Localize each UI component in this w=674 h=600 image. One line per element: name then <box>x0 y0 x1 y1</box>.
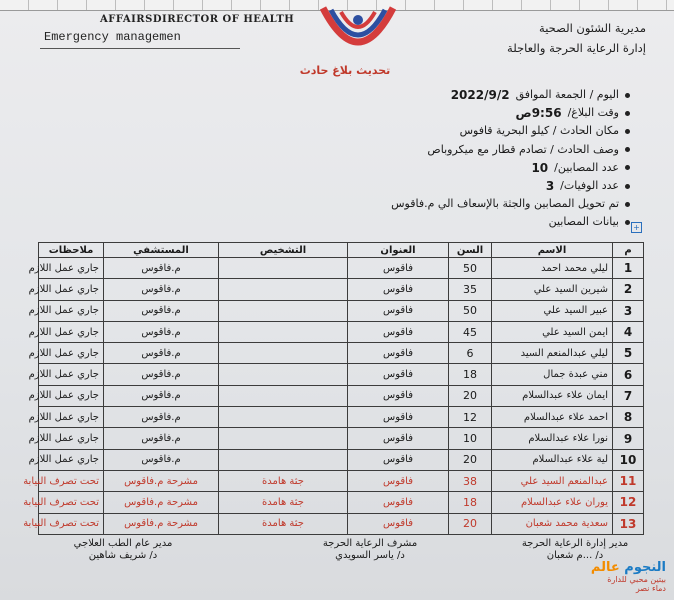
row-number: 9 <box>613 428 644 449</box>
patient-diagnosis <box>219 385 348 406</box>
detail-line <box>391 213 630 231</box>
detail-line <box>391 159 630 177</box>
detail-value: 10 <box>531 160 549 175</box>
patient-name: ايمن السيد علي <box>492 321 613 342</box>
patient-notes: جاري عمل اللازم <box>39 343 104 364</box>
patient-hospital: م.فاقوس <box>104 428 219 449</box>
patient-diagnosis <box>219 321 348 342</box>
detail-label: تم تحويل المصابين والجثة بالإسعاف الي م.فاقوس <box>391 197 619 211</box>
bullet-icon <box>625 111 630 116</box>
signature-supervisor <box>300 538 440 562</box>
detail-line <box>391 177 630 195</box>
table-header-row <box>39 243 644 258</box>
patient-diagnosis <box>219 449 348 470</box>
patient-name: ليلي عبدالمنعم السيد <box>492 343 613 364</box>
patient-address: فاقوس <box>348 492 449 513</box>
patient-diagnosis: جثة هامدة <box>219 470 348 491</box>
patient-name: يوران علاء عبدالسلام <box>492 492 613 513</box>
patient-hospital: مشرحة م.فاقوس <box>104 513 219 534</box>
signature-department-director <box>500 538 650 562</box>
patient-age: 50 <box>449 300 492 321</box>
incident-details <box>391 86 630 232</box>
table-row <box>39 513 644 534</box>
table-row <box>39 343 644 364</box>
table-row <box>39 258 644 279</box>
patient-hospital: مشرحة م.فاقوس <box>104 470 219 491</box>
patient-address: فاقوس <box>348 513 449 534</box>
row-number: 1 <box>613 258 644 279</box>
signature-general-director <box>48 538 198 562</box>
patient-notes: جاري عمل اللازم <box>39 428 104 449</box>
col-header-address: العنوان <box>348 243 449 258</box>
detail-label: اليوم / الجمعة الموافق <box>515 88 619 101</box>
detail-line <box>391 104 630 122</box>
row-number: 11 <box>613 470 644 491</box>
col-header-age: السن <box>449 243 492 258</box>
patient-age: 20 <box>449 449 492 470</box>
table-row <box>39 364 644 385</box>
patient-hospital: مشرحة م.فاقوس <box>104 492 219 513</box>
patient-age: 10 <box>449 428 492 449</box>
injured-table <box>23 242 644 535</box>
patient-name: عبير السيد علي <box>492 300 613 321</box>
patient-notes: تحت تصرف النيابة <box>39 513 104 534</box>
patient-age: 38 <box>449 470 492 491</box>
col-header-diagnosis: التشخيص <box>219 243 348 258</box>
watermark-tagline-2: دماء نصر <box>635 584 666 593</box>
col-header-notes: ملاحظات <box>39 243 104 258</box>
detail-line <box>391 195 630 213</box>
patient-hospital: م.فاقوس <box>104 407 219 428</box>
detail-line <box>391 141 630 159</box>
bullet-icon <box>625 147 630 152</box>
row-number: 12 <box>613 492 644 513</box>
watermark-brand-orange: عالم <box>590 560 620 575</box>
bullet-icon <box>625 129 630 134</box>
col-header-number: م <box>613 243 644 258</box>
detail-value: 9:56ص <box>515 106 562 121</box>
patient-notes: جاري عمل اللازم <box>39 300 104 321</box>
patient-address: فاقوس <box>348 300 449 321</box>
table-row <box>39 321 644 342</box>
table-row <box>39 449 644 470</box>
patient-name: عبدالمنعم السيد علي <box>492 470 613 491</box>
table-row <box>39 300 644 321</box>
patient-notes: جاري عمل اللازم <box>39 407 104 428</box>
site-watermark <box>546 560 666 596</box>
bullet-icon <box>625 165 630 170</box>
watermark-tagline: بيتين محبي للدارة <box>607 575 666 584</box>
patient-hospital: م.فاقوس <box>104 300 219 321</box>
patient-notes: تحت تصرف النيابة <box>39 492 104 513</box>
patient-address: فاقوس <box>348 449 449 470</box>
patient-age: 20 <box>449 385 492 406</box>
detail-line <box>391 86 630 104</box>
table-move-handle-icon[interactable]: + <box>631 222 642 233</box>
patient-notes: جاري عمل اللازم <box>39 449 104 470</box>
patient-address: فاقوس <box>348 258 449 279</box>
english-unit-title: Emergency managemen <box>44 30 181 44</box>
patient-notes: جاري عمل اللازم <box>39 321 104 342</box>
table-row <box>39 470 644 491</box>
patient-address: فاقوس <box>348 343 449 364</box>
arabic-directorate: مديرية الشئون الصحية <box>539 21 646 35</box>
patient-name: سعدية محمد شعبان <box>492 513 613 534</box>
table-row <box>39 428 644 449</box>
english-directorate-title: AFFAIRSDIRECTOR OF HEALTH <box>100 14 295 25</box>
patient-hospital: م.فاقوس <box>104 279 219 300</box>
patient-address: فاقوس <box>348 385 449 406</box>
detail-value: 3 <box>545 179 555 194</box>
patient-age: 12 <box>449 407 492 428</box>
patient-hospital: م.فاقوس <box>104 258 219 279</box>
patient-address: فاقوس <box>348 428 449 449</box>
patient-age: 35 <box>449 279 492 300</box>
patient-age: 18 <box>449 492 492 513</box>
patient-name: لية علاء عبدالسلام <box>492 449 613 470</box>
table-row <box>39 407 644 428</box>
signature-title: مدير عام الطب العلاجي <box>73 538 173 549</box>
col-header-hospital: المستشفي <box>104 243 219 258</box>
patient-age: 6 <box>449 343 492 364</box>
bullet-icon <box>625 202 630 207</box>
patient-diagnosis: جثة هامدة <box>219 513 348 534</box>
patient-diagnosis <box>219 258 348 279</box>
detail-label: بيانات المصابين <box>548 215 619 229</box>
patient-notes: جاري عمل اللازم <box>39 258 104 279</box>
row-number: 2 <box>613 279 644 300</box>
patient-hospital: م.فاقوس <box>104 321 219 342</box>
row-number: 5 <box>613 343 644 364</box>
patient-name: احمد علاء عبدالسلام <box>492 407 613 428</box>
row-number: 6 <box>613 364 644 385</box>
row-number: 7 <box>613 385 644 406</box>
patient-age: 50 <box>449 258 492 279</box>
detail-label: وقت البلاغ/ <box>567 106 619 120</box>
table-row <box>39 492 644 513</box>
patient-hospital: م.فاقوس <box>104 385 219 406</box>
patient-age: 20 <box>449 513 492 534</box>
watermark-brand-blue: النجوم <box>624 560 666 575</box>
patient-notes: تحت تصرف النيابة <box>39 470 104 491</box>
patient-name: نورا علاء عبدالسلام <box>492 428 613 449</box>
patient-name: ليلي محمد احمد <box>492 258 613 279</box>
patient-diagnosis <box>219 364 348 385</box>
signature-title: مشرف الرعاية الحرجة <box>322 538 418 549</box>
detail-label: مكان الحادث / كيلو البحرية قافوس <box>459 124 619 138</box>
row-number: 13 <box>613 513 644 534</box>
bullet-icon <box>625 184 630 189</box>
patient-name: مني عبدة جمال <box>492 364 613 385</box>
detail-label: عدد المصابين/ <box>554 160 619 174</box>
signature-name: د/ شريف شاهين <box>88 550 158 561</box>
detail-line <box>391 122 630 140</box>
row-number: 4 <box>613 321 644 342</box>
patient-age: 18 <box>449 364 492 385</box>
patient-diagnosis: جثة هامدة <box>219 492 348 513</box>
patient-address: فاقوس <box>348 364 449 385</box>
table-row <box>39 279 644 300</box>
arabic-department: إدارة الرعاية الحرجة والعاجلة <box>507 41 646 55</box>
arabic-header <box>507 18 646 58</box>
patient-address: فاقوس <box>348 321 449 342</box>
patient-hospital: م.فاقوس <box>104 449 219 470</box>
patient-age: 45 <box>449 321 492 342</box>
signature-name: د/ ...م شعبان <box>546 550 604 561</box>
patient-hospital: م.فاقوس <box>104 364 219 385</box>
ministry-logo <box>315 6 401 64</box>
col-header-name: الاسم <box>492 243 613 258</box>
signature-name: د/ ياسر السويدي <box>335 550 405 561</box>
detail-label: وصف الحادث / تصادم قطار مع ميكروباص <box>427 142 619 156</box>
patient-address: فاقوس <box>348 279 449 300</box>
patient-diagnosis <box>219 428 348 449</box>
detail-label: عدد الوفيات/ <box>560 179 619 193</box>
table-row <box>39 385 644 406</box>
patient-hospital: م.فاقوس <box>104 343 219 364</box>
patient-notes: جاري عمل اللازم <box>39 364 104 385</box>
patient-diagnosis <box>219 300 348 321</box>
bullet-icon <box>625 220 630 225</box>
patient-notes: جاري عمل اللازم <box>39 279 104 300</box>
patient-diagnosis <box>219 343 348 364</box>
patient-notes: جاري عمل اللازم <box>39 385 104 406</box>
header-underline <box>40 48 240 49</box>
patient-address: فاقوس <box>348 407 449 428</box>
report-title: تحديث بلاغ حادث <box>299 64 391 77</box>
patient-name: شيرين السيد علي <box>492 279 613 300</box>
row-number: 3 <box>613 300 644 321</box>
patient-diagnosis <box>219 407 348 428</box>
row-number: 10 <box>613 449 644 470</box>
watermark-brand <box>546 560 666 575</box>
bullet-icon <box>625 93 630 98</box>
patient-address: فاقوس <box>348 470 449 491</box>
patient-diagnosis <box>219 279 348 300</box>
signature-title: مدير إدارة الرعاية الحرجة <box>521 538 629 549</box>
row-number: 8 <box>613 407 644 428</box>
detail-value: 2022/9/2 <box>450 88 510 102</box>
patient-name: ايمان علاء عبدالسلام <box>492 385 613 406</box>
